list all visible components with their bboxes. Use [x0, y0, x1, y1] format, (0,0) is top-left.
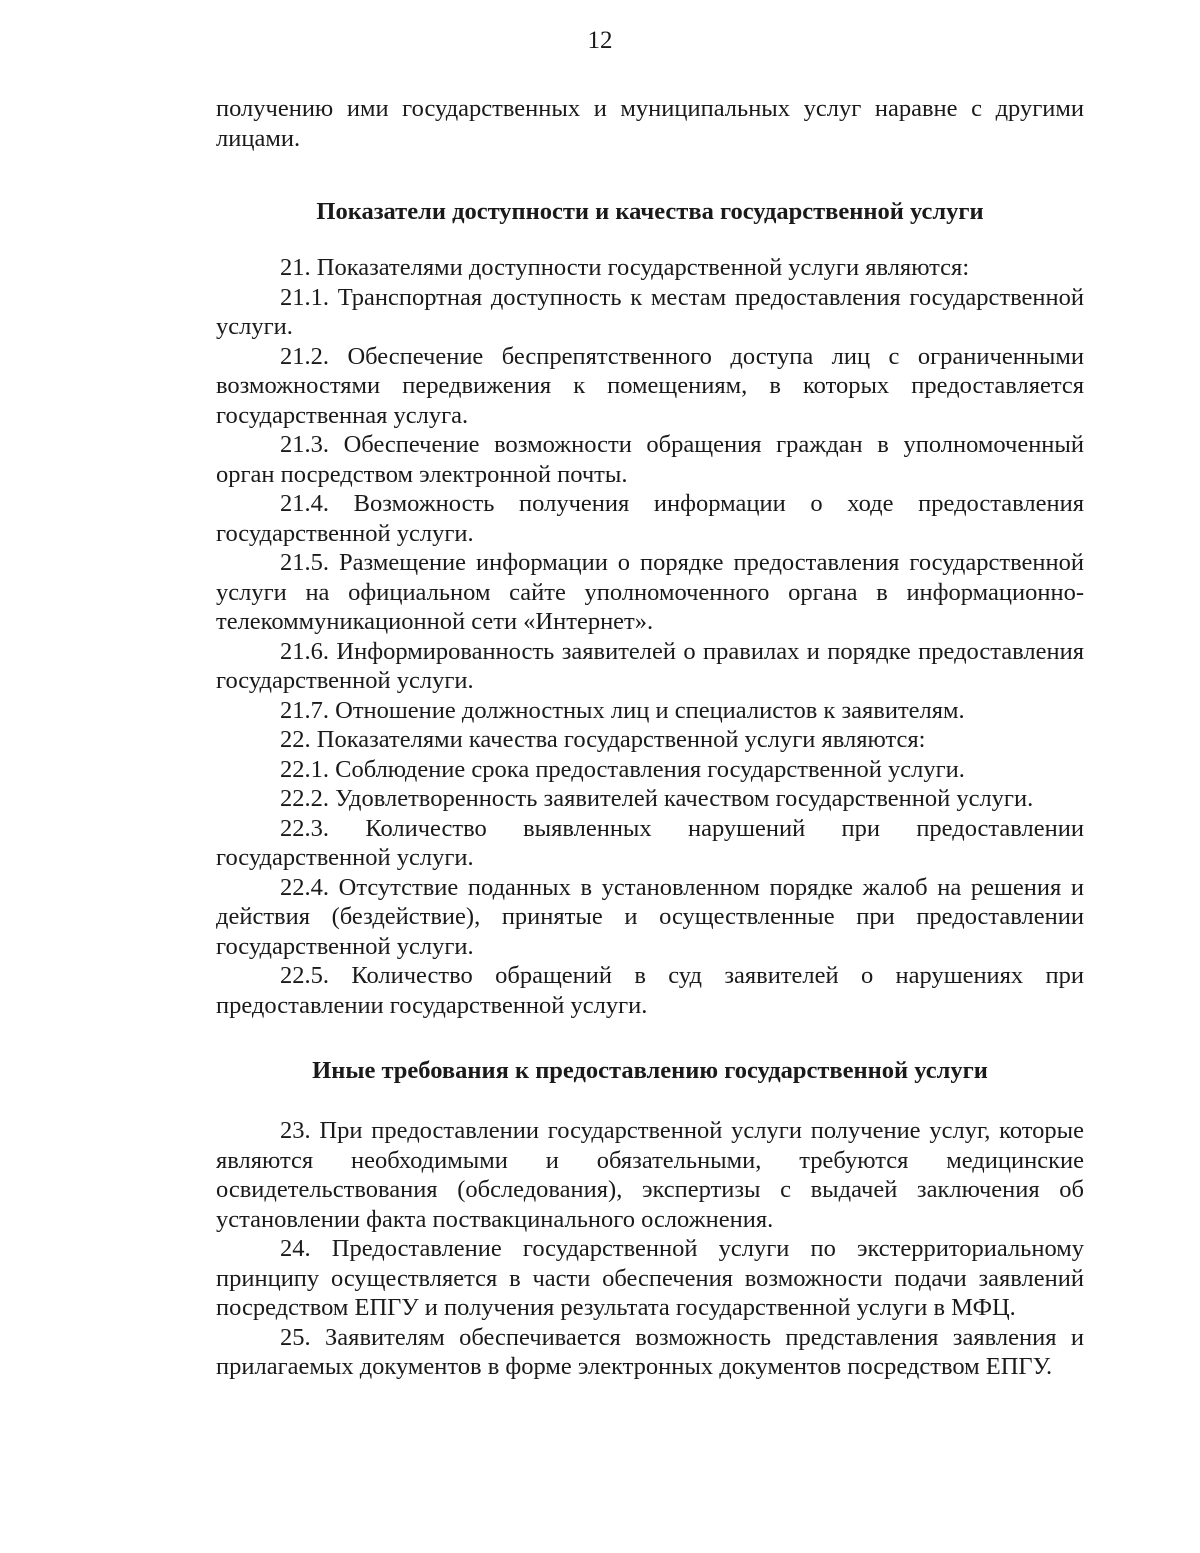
section-heading-other-requirements: Иные требования к предоставлению государственной услуги [312, 1057, 988, 1084]
paragraph-21-7: 21.7. Отношение должностных лиц и специалистов к заявителям. [280, 696, 965, 724]
paragraph-21-5: 21.5. Размещение информации о порядке предоставления государственной услуги на официальном сайте уполномоченного органа в информационно-телекоммуникационной сети «Интернет». [216, 549, 1084, 635]
paragraph-22-4: 22.4. Отсутствие поданных в установленном порядке жалоб на решения и действия (бездействие), принятые и осуществленные при предоставлении государственной услуги. [216, 873, 1084, 960]
paragraph-21-3: 21.3. Обеспечение возможности обращения граждан в уполномоченный орган посредством электронной почты. [216, 431, 1084, 488]
paragraph-21-2: 21.2. Обеспечение беспрепятственного доступа лиц с ограниченными возможностями передвижения к помещениям, в которых предоставляется государственная услуга. [216, 342, 1084, 429]
paragraph-21-6: 21.6. Информированность заявителей о правилах и порядке предоставления государственной услуги. [216, 637, 1084, 694]
paragraph-24: 24. Предоставление государственной услуги по экстерриториальному принципу осуществляется в части обеспечения возможности подачи заявлений посредством ЕПГУ и получения результата государственной услуги в МФЦ. [216, 1235, 1084, 1321]
paragraph-21: 21. Показателями доступности государственной услуги являются: [280, 254, 970, 281]
paragraph-21-1: 21.1. Транспортная доступность к местам предоставления государственной услуги. [216, 283, 1084, 340]
document-body [216, 94, 1084, 1382]
paragraph-22-1: 22.1. Соблюдение срока предоставления государственной услуги. [280, 755, 965, 783]
paragraph-22-5: 22.5. Количество обращений в суд заявителей о нарушениях при предоставлении государственной услуги. [216, 962, 1084, 1019]
section-heading-accessibility: Показатели доступности и качества государственной услуги [316, 198, 984, 225]
paragraph-23: 23. При предоставлении государственной услуги получение услуг, которые являются необходимыми и обязательными, требуются медицинские освидетельствования (обследования), экспертизы с выдачей заключения об установлении факта поствакцинального осложнения. [216, 1117, 1084, 1233]
paragraph-25: 25. Заявителям обеспечивается возможность представления заявления и прилагаемых документов в форме электронных документов посредством ЕПГУ. [216, 1323, 1084, 1380]
intro-paragraph: получению ими государственных и муниципальных услуг наравне с другими лицами. [216, 95, 1084, 152]
page-number: 12 [587, 27, 613, 54]
paragraph-22-2: 22.2. Удовлетворенность заявителей качеством государственной услуги. [280, 785, 1034, 812]
paragraph-21-4: 21.4. Возможность получения информации о ходе предоставления государственной услуги. [216, 490, 1084, 547]
paragraph-22: 22. Показателями качества государственной услуги являются: [280, 726, 926, 753]
paragraph-22-3: 22.3. Количество выявленных нарушений при предоставлении государственной услуги. [216, 814, 1084, 871]
